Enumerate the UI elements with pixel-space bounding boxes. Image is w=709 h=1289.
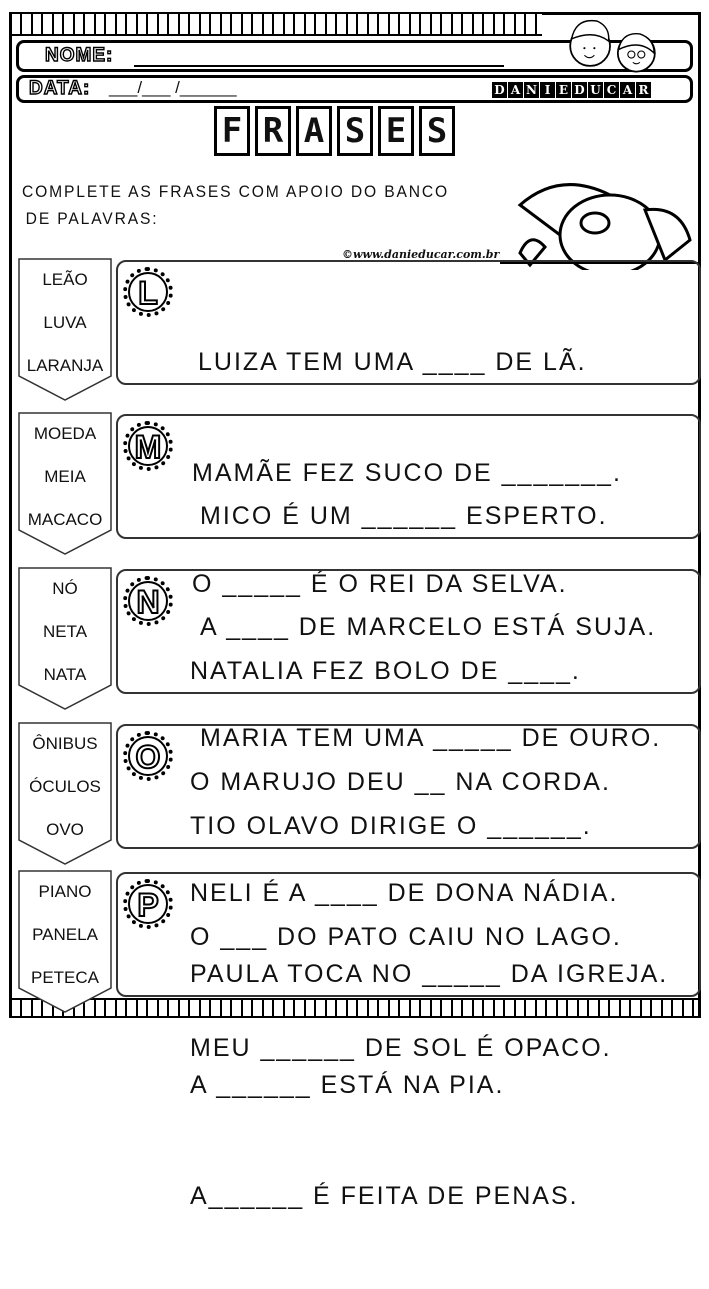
page-title — [214, 106, 455, 156]
title-letter: E — [378, 106, 414, 156]
word-bank — [18, 258, 112, 387]
instructions — [22, 178, 449, 232]
pencil-border-top — [12, 14, 542, 36]
sentence: O ___ DO PATO CAIU NO LAGO. — [190, 923, 622, 951]
children-illustration — [545, 14, 685, 78]
brand-letter: I — [540, 82, 555, 98]
dog-illustration — [500, 175, 700, 270]
sentence-list — [190, 882, 668, 1289]
name-line — [134, 65, 504, 67]
sentence: MARIA TEM UMA _____ DE OURO. — [200, 724, 662, 752]
badge-letter: L — [128, 272, 168, 312]
brand-letter: D — [492, 82, 507, 98]
sentence: PAULA TOCA NO _____ DA IGREJA. — [190, 960, 669, 988]
letter-badge — [123, 731, 173, 781]
letter-badge — [123, 421, 173, 471]
word-bank — [18, 412, 112, 541]
word-bank-word: MEIA — [44, 467, 86, 486]
word-bank-word: LARANJA — [26, 356, 104, 375]
sentence: MICO É UM ______ ESPERTO. — [200, 502, 608, 530]
sentence: TIO OLAVO DIRIGE O ______. — [190, 812, 592, 840]
title-letter: A — [296, 106, 332, 156]
word-bank — [18, 567, 112, 696]
sentence: A ______ ESTÁ NA PIA. — [190, 1071, 505, 1099]
word-bank-word: LEÃO — [42, 270, 88, 289]
sentence: A ____ DE MARCELO ESTÁ SUJA. — [200, 613, 657, 641]
word-bank-word: NÓ — [52, 579, 78, 598]
badge-letter: O — [128, 736, 168, 776]
instruction-line: COMPLETE AS FRASES COM APOIO DO BANCO — [22, 182, 450, 201]
sentence: LUIZA TEM UMA ____ DE LÃ. — [198, 348, 587, 376]
brand-letter: E — [556, 82, 571, 98]
sentence: A______ É FEITA DE PENAS. — [190, 1182, 579, 1210]
sentence: O MARUJO DEU __ NA CORDA. — [190, 768, 611, 796]
title-letter: F — [214, 106, 250, 156]
word-bank-word: PANELA — [32, 925, 98, 944]
brand-letter: A — [620, 82, 635, 98]
word-bank-word: OVO — [46, 820, 84, 839]
word-bank-word: ÓCULOS — [29, 777, 101, 796]
badge-letter: N — [128, 581, 168, 621]
letter-badge — [123, 576, 173, 626]
title-letter: R — [255, 106, 291, 156]
brand-letter: U — [588, 82, 603, 98]
letter-badge — [123, 879, 173, 929]
brand-letter: A — [508, 82, 523, 98]
word-bank-word: LUVA — [43, 313, 87, 332]
brand-logo — [492, 82, 651, 98]
sentence: MEU ______ DE SOL É OPACO. — [190, 1034, 612, 1062]
title-letter: S — [337, 106, 373, 156]
sentence: MAMÃE FEZ SUCO DE _______. — [192, 459, 622, 487]
brand-letter: N — [524, 82, 539, 98]
word-bank — [18, 722, 112, 851]
word-bank-word: MACACO — [27, 510, 103, 529]
brand-letter: C — [604, 82, 619, 98]
word-bank-word: ÔNIBUS — [32, 734, 98, 753]
badge-letter: P — [128, 884, 168, 924]
badge-letter: M — [128, 426, 168, 466]
word-bank-word: NETA — [42, 622, 88, 641]
word-bank-word: NATA — [43, 665, 87, 684]
word-bank — [18, 870, 112, 999]
date-blanks: ___/___ /______ — [109, 78, 237, 97]
letter-badge — [123, 267, 173, 317]
word-bank-word: PETECA — [30, 968, 100, 987]
website-watermark: ©www.danieducar.com.br — [342, 248, 500, 261]
sentence: NATALIA FEZ BOLO DE ____. — [190, 657, 581, 685]
name-label: NOME: — [45, 45, 114, 66]
brand-letter: R — [636, 82, 651, 98]
sentence: O _____ É O REI DA SELVA. — [192, 570, 568, 598]
word-bank-word: PIANO — [38, 882, 92, 901]
instruction-line: DE PALAVRAS: — [25, 209, 159, 228]
brand-letter: D — [572, 82, 587, 98]
sentence: NELI É A ____ DE DONA NÁDIA. — [190, 879, 619, 907]
date-label: DATA: — [29, 78, 91, 99]
word-bank-word: MOEDA — [33, 424, 97, 443]
title-letter: S — [419, 106, 455, 156]
